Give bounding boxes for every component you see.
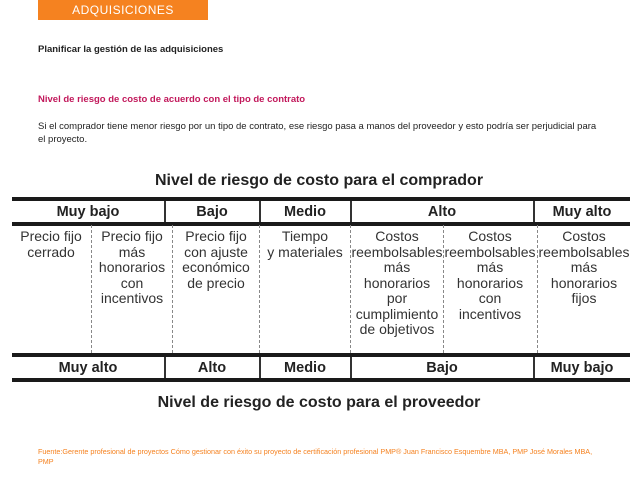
supplier-level-muy-alto: Muy alto [58, 360, 118, 376]
section-tab: ADQUISICIONES [38, 0, 208, 20]
bottom-bar-lower [12, 378, 630, 382]
buyer-level-muy-bajo: Muy bajo [56, 204, 120, 220]
slide-title: Planificar la gestión de las adquisiciones [38, 44, 224, 55]
contract-type-1: Precio fijo cerrado [20, 228, 82, 260]
contract-type-4: Tiempo y materiales [267, 228, 343, 260]
contract-types-row [12, 225, 630, 353]
buyer-level-alto: Alto [427, 204, 457, 220]
contract-type-3: Precio fijo con ajuste económico de precio [182, 228, 250, 291]
buyer-levels-row [12, 201, 630, 223]
buyer-level-bajo: Bajo [196, 204, 228, 220]
contract-type-2: Precio fijo más honorarios con incentivos [98, 228, 166, 306]
buyer-risk-title: Nivel de riesgo de costo para el comprador [154, 172, 484, 189]
supplier-level-medio: Medio [284, 360, 326, 376]
slide-body-text: Si el comprador tiene menor riesgo por un tipo de contrato, ese riesgo pasa a manos del proveedor y esto podría ser perjudicial para el proyecto. [38, 121, 597, 145]
supplier-levels-row [12, 357, 630, 379]
supplier-level-alto: Alto [197, 360, 227, 376]
source-footnote: Fuente:Gerente profesional de proyectos Cómo gestionar con éxito su proyecto de certificación profesional PMP® Juan Francisco Esquembre MBA, PMP José Morales MBA, PMP [38, 447, 593, 466]
buyer-level-medio: Medio [284, 204, 326, 220]
supplier-level-bajo: Bajo [426, 360, 458, 376]
contract-type-6: Costos reembolsables más honorarios con incentivos [444, 228, 536, 322]
buyer-level-muy-alto: Muy alto [552, 204, 612, 220]
supplier-level-muy-bajo: Muy bajo [550, 360, 614, 376]
slide-subtitle: Nivel de riesgo de costo de acuerdo con el tipo de contrato [38, 94, 306, 105]
supplier-risk-title: Nivel de riesgo de costo para el proveedor [157, 394, 481, 411]
contract-type-7: Costos reembolsables más honorarios fijos [538, 228, 630, 306]
contract-type-5: Costos reembolsables más honorarios por cumplimiento de objetivos [351, 228, 443, 337]
